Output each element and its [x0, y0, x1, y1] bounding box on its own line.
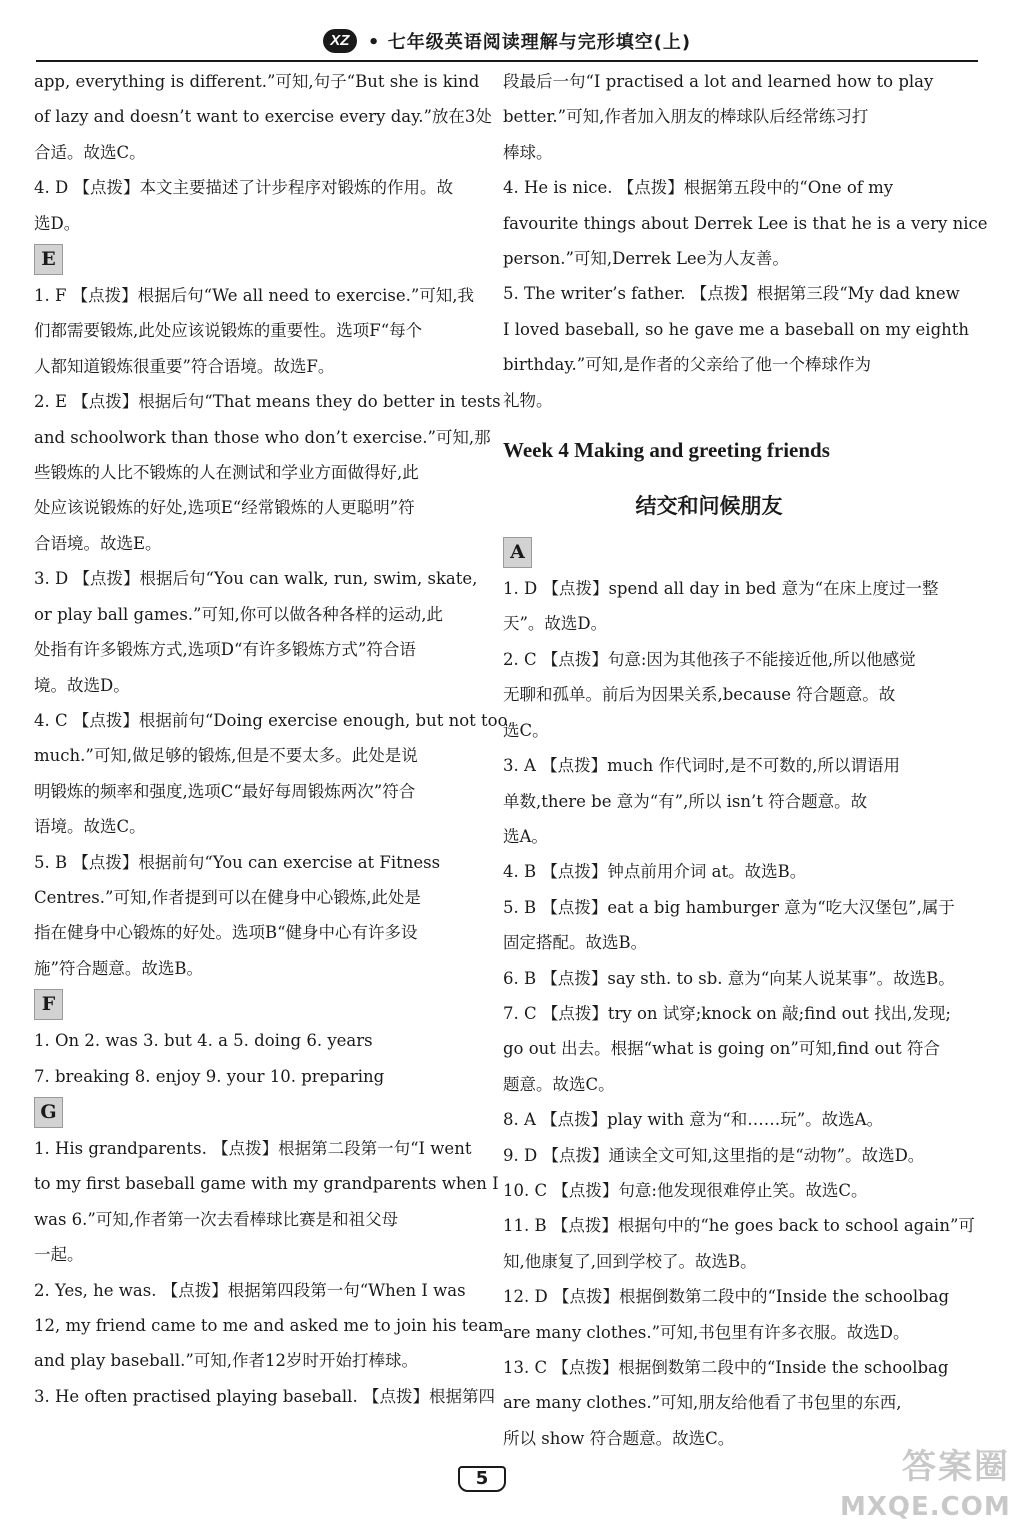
left-column [34, 64, 508, 1414]
section-heading-wrapper [34, 1094, 474, 1131]
text-line: or play ball games.”可知,你可以做各种各样的运动,此 [34, 604, 443, 624]
text-line: 1. His grandparents. 【点拨】根据第二段第一句“I went [34, 1138, 472, 1158]
section-heading-wrapper [503, 534, 945, 571]
text-line: 些锻炼的人比不锻炼的人在测试和学业方面做得好,此 [34, 463, 419, 483]
text-line: birthday.”可知,是作者的父亲给了他一个棒球作为 [503, 355, 871, 375]
text-line: 们都需要锻炼,此处应该说锻炼的重要性。选项F“每个 [34, 321, 423, 341]
text-line: 施”符合题意。故选B。 [34, 958, 204, 978]
text-line: person.”可知,Derrek Lee为人友善。 [503, 249, 789, 269]
page-header [0, 28, 1014, 62]
text-line: favourite things about Derrek Lee is that he is a very nice [503, 213, 988, 233]
text-line: 10. C 【点拨】句意:他发现很难停止笑。故选C。 [503, 1180, 868, 1200]
text-line: 所以 show 符合题意。故选C。 [503, 1428, 735, 1448]
text-line: 无聊和孤单。前后为因果关系,because 符合题意。故 [503, 685, 896, 705]
text-line: much.”可知,做足够的锻炼,但是不要太多。此处是说 [34, 746, 418, 766]
publisher-logo: XZ [323, 29, 357, 53]
text-line: 3. A 【点拨】much 作代词时,是不可数的,所以谓语用 [503, 756, 901, 776]
text-line: 5. B 【点拨】eat a big hamburger 意为“吃大汉堡包”,属于 [503, 897, 955, 917]
text-line: to my first baseball game with my grandparents when I [34, 1174, 499, 1194]
right-column [503, 64, 988, 1456]
text-line: 8. A 【点拨】play with 意为“和……玩”。故选A。 [503, 1110, 884, 1130]
section-heading-wrapper [34, 241, 474, 278]
text-line: are many clothes.”可知,朋友给他看了书包里的东西, [503, 1393, 902, 1413]
text-line: 12, my friend came to me and asked me to join his team [34, 1316, 504, 1335]
text-line: 单数,there be 意为“有”,所以 isn’t 符合题意。故 [503, 791, 868, 811]
text-line: was 6.”可知,作者第一次去看棒球比赛是和祖父母 [34, 1209, 399, 1229]
watermark-title: 答案圈 [902, 1447, 1010, 1487]
text-line: 5. The writer’s father. 【点拨】根据第三段“My dad knew [503, 284, 960, 304]
text-line: 4. D 【点拨】本文主要描述了计步程序对锻炼的作用。故 [34, 178, 453, 198]
text-line: go out 出去。根据“what is going on”可知,find out 符合 [503, 1039, 940, 1059]
header-divider [36, 60, 978, 62]
text-line: 一起。 [34, 1245, 84, 1265]
text-line: 语境。故选C。 [34, 817, 146, 837]
text-line: 选D。 [34, 213, 81, 233]
text-line: 礼物。 [503, 390, 553, 410]
text-line: app, everything is different.”可知,句子“But she is kind [34, 72, 480, 91]
text-line: 12. D 【点拨】根据倒数第二段中的“Inside the schoolbag [503, 1287, 950, 1307]
text-line: 1. On 2. was 3. but 4. a 5. doing 6. years [34, 1031, 373, 1051]
text-line: 2. Yes, he was. 【点拨】根据第四段第一句“When I was [34, 1280, 466, 1300]
text-line: and schoolwork than those who don’t exercise.”可知,那 [34, 427, 491, 447]
watermark-url: MXQE.COM [840, 1492, 1011, 1522]
text-line: 4. B 【点拨】钟点前用介词 at。故选B。 [503, 862, 807, 882]
text-line: 题意。故选C。 [503, 1074, 615, 1094]
page-number: 5 [475, 1468, 489, 1489]
text-line: 处应该说锻炼的好处,选项E“经常锻炼的人更聪明”符 [34, 498, 415, 518]
text-line: 棒球。 [503, 142, 553, 162]
section-heading-wrapper [34, 986, 474, 1023]
text-line: 9. D 【点拨】通读全文可知,这里指的是“动物”。故选D。 [503, 1145, 925, 1165]
text-line: 2. E 【点拨】根据后句“That means they do better in tests [34, 392, 501, 412]
section-heading: A [503, 537, 532, 568]
text-line: 6. B 【点拨】say sth. to sb. 意为“向某人说某事”。故选B。 [503, 968, 955, 988]
text-line: 5. B 【点拨】根据前句“You can exercise at Fitness [34, 852, 441, 872]
text-line: 合适。故选C。 [34, 142, 146, 162]
text-line: 指在健身中心锻炼的好处。选项B“健身中心有许多设 [34, 923, 418, 943]
text-line: 2. C 【点拨】句意:因为其他孩子不能接近他,所以他感觉 [503, 649, 916, 669]
text-line: 合语境。故选E。 [34, 533, 162, 553]
text-line: 13. C 【点拨】根据倒数第二段中的“Inside the schoolbag [503, 1358, 949, 1377]
week-subtitle: 结交和问候朋友 [635, 494, 783, 519]
section-heading: F [34, 989, 63, 1020]
text-line: and play baseball.”可知,作者12岁时开始打棒球。 [34, 1351, 419, 1371]
book-title: • 七年级英语阅读理解与完形填空(上) [367, 32, 692, 53]
text-line: 知,他康复了,回到学校了。故选B。 [503, 1251, 757, 1271]
text-line: 1. D 【点拨】spend all day in bed 意为“在床上度过一整 [503, 579, 939, 599]
text-line: 3. D 【点拨】根据后句“You can walk, run, swim, skate, [34, 569, 478, 589]
watermark [840, 1444, 1010, 1534]
text-line: 3. He often practised playing baseball. 【点拨】根据第四 [34, 1386, 495, 1406]
text-line: 天”。故选D。 [503, 614, 608, 634]
text-line: are many clothes.”可知,书包里有许多衣服。故选D。 [503, 1322, 910, 1342]
text-line: 11. B 【点拨】根据句中的“he goes back to school again”可 [503, 1216, 975, 1236]
text-line: better.”可知,作者加入朋友的棒球队后经常练习打 [503, 107, 869, 127]
text-line: 7. C 【点拨】try on 试穿;knock on 敲;find out 找出,发现; [503, 1003, 951, 1023]
text-line: 1. F 【点拨】根据后句“We all need to exercise.”可知,我 [34, 286, 475, 306]
text-line: 固定搭配。故选B。 [503, 933, 648, 953]
text-line: 处指有许多锻炼方式,选项D“有许多锻炼方式”符合语 [34, 640, 416, 660]
section-heading: G [34, 1097, 63, 1128]
section-heading: E [34, 244, 63, 275]
text-line: 选A。 [503, 826, 548, 846]
text-line: of lazy and doesn’t want to exercise every day.”放在3处 [34, 107, 492, 127]
week-title: Week 4 Making and greeting friends [503, 438, 830, 463]
text-line: 明锻炼的频率和强度,选项C“最好每周锻炼两次”符合 [34, 781, 416, 801]
text-line: 人都知道锻炼很重要”符合语境。故选F。 [34, 356, 335, 376]
text-line: Centres.”可知,作者提到可以在健身中心锻炼,此处是 [34, 887, 421, 907]
text-line: 境。故选D。 [34, 675, 130, 695]
text-line: 7. breaking 8. enjoy 9. your 10. preparing [34, 1066, 385, 1086]
text-line: 4. He is nice. 【点拨】根据第五段中的“One of my [503, 178, 894, 198]
text-line: 选C。 [503, 720, 549, 740]
page-number-badge [452, 1462, 512, 1496]
text-line: 段最后一句“I practised a lot and learned how to play [503, 72, 934, 91]
text-line: I loved baseball, so he gave me a baseball on my eighth [503, 319, 970, 339]
text-line: 4. C 【点拨】根据前句“Doing exercise enough, but not too [34, 710, 508, 730]
